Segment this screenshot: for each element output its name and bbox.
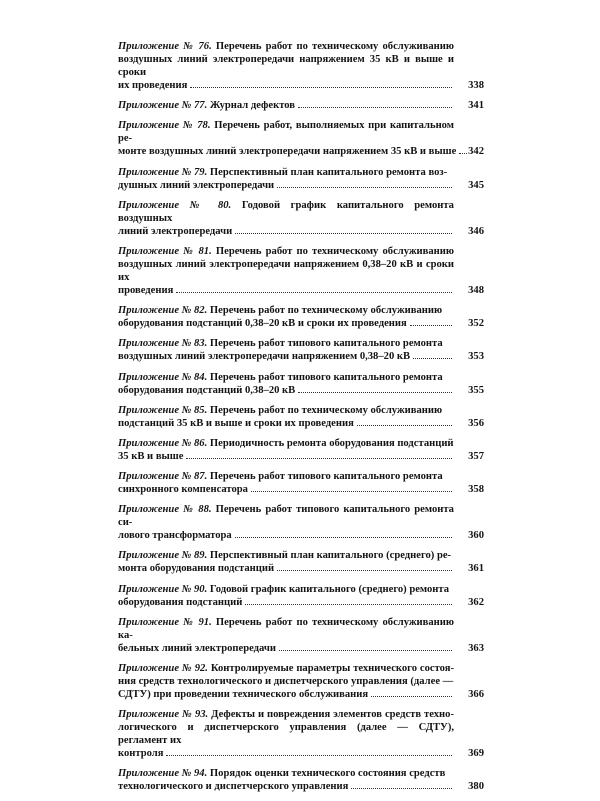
entry-title-line: Контролируемые параметры технического состоя- <box>210 663 455 674</box>
entry-title-tail: лового трансформатора <box>118 530 232 542</box>
appendix-reference: Приложение № 87. <box>118 471 208 483</box>
entry-title-line: логического и диспетчерского управления (далее — СДТУ), регламент их <box>118 722 454 747</box>
appendix-reference: Приложение № 86. <box>118 437 208 449</box>
page-number: 352 <box>468 318 484 330</box>
toc-entry <box>118 371 484 397</box>
appendix-reference: Приложение № 84. <box>118 371 208 383</box>
page-number: 357 <box>468 450 484 462</box>
entry-title-tail: оборудования подстанций 0,38–20 кВ и сроки их проведения <box>118 318 407 330</box>
appendix-reference: Приложение № 92. <box>118 663 208 674</box>
entry-title-line: Перспективный план капитального ремонта воз- <box>209 166 448 178</box>
appendix-reference: Приложение № 89. <box>118 550 208 562</box>
entry-title-line: Перечень работ типового капитального ремонта <box>209 371 443 383</box>
toc-entry-body <box>118 583 454 596</box>
dot-leader <box>176 292 452 293</box>
dot-leader <box>357 425 452 426</box>
page-number: 362 <box>468 596 484 608</box>
entry-title-tail: Журнал дефектов <box>209 100 296 112</box>
appendix-reference: Приложение № 77. <box>118 100 208 112</box>
page-number: 345 <box>468 179 484 191</box>
toc-entry <box>118 166 484 192</box>
entry-title-tail: проведения <box>118 284 174 296</box>
toc-entry-body <box>118 767 454 780</box>
entry-title-tail: монте воздушных линий электропередачи напряжением 35 кВ и выше <box>118 146 457 158</box>
dot-leader <box>351 788 452 789</box>
toc-entry-body <box>118 166 454 179</box>
entry-title-line: Перечень работ по техническому обслуживанию <box>215 245 454 257</box>
page-number: 356 <box>468 417 484 429</box>
toc-entry-body <box>118 503 454 529</box>
toc-entry-body <box>118 437 454 450</box>
entry-title-tail: воздушных линий электропередачи напряжением 0,38–20 кВ <box>118 351 411 363</box>
page-number: 346 <box>468 225 484 237</box>
toc-entry <box>118 304 484 330</box>
dot-leader <box>371 696 452 697</box>
page-number: 353 <box>468 351 484 363</box>
dot-leader <box>298 392 452 393</box>
appendix-reference: Приложение № 82. <box>118 305 208 317</box>
page-number: 358 <box>468 484 484 496</box>
entry-title-line: Перечень работ типового капитального ремонта си- <box>118 504 454 529</box>
appendix-reference: Приложение № 79. <box>118 166 208 178</box>
entry-title-tail: контроля <box>118 748 164 760</box>
dot-leader <box>166 755 452 756</box>
page-number: 342 <box>468 146 484 158</box>
toc-entry <box>118 337 484 363</box>
dot-leader <box>410 325 452 326</box>
entry-title-tail: оборудования подстанций 0,38–20 кВ <box>118 384 296 396</box>
appendix-reference: Приложение № 85. <box>118 404 208 416</box>
entry-title-line: Перспективный план капитального (среднего) ре- <box>209 550 452 562</box>
dot-leader <box>235 233 452 234</box>
appendix-reference: Приложение № 80. <box>118 199 232 211</box>
entry-title-line: Перечень работ типового капитального ремонта <box>209 338 443 350</box>
appendix-reference: Приложение № 90. <box>118 583 208 595</box>
page-number: 338 <box>468 80 484 91</box>
entry-title-line: Порядок оценки технического состояния средств <box>209 768 446 780</box>
entry-title-line: воздушных линий электропередачи напряжением 35 кВ и выше и сроки <box>118 54 454 78</box>
entry-title-tail: СДТУ) при проведении технического обслуживания <box>118 689 369 700</box>
toc-entry <box>118 199 484 238</box>
entry-title-line: Перечень работ по техническому обслуживанию <box>209 305 443 317</box>
entry-title-line: Годовой график капитального (среднего) ремонта <box>209 583 450 595</box>
toc-entry <box>118 119 484 158</box>
toc-entry-body <box>118 371 454 384</box>
entry-title-line: Перечень работ по техническому обслуживанию ка- <box>118 616 454 641</box>
page-number: 369 <box>468 748 484 760</box>
dot-leader <box>251 491 452 492</box>
dot-leader <box>235 537 452 538</box>
toc-entry-body <box>118 616 454 642</box>
page-number: 363 <box>468 642 484 654</box>
entry-title-line: ния средств технологического и диспетчерского управления (далее — <box>118 676 454 687</box>
toc-entry-body <box>118 245 454 284</box>
dot-leader <box>190 87 452 88</box>
entry-title-line: Перечень работ по техническому обслуживанию <box>215 41 454 52</box>
entry-title-tail: синхронного компенсатора <box>118 484 248 496</box>
toc-entry <box>118 583 484 609</box>
toc-entry-body <box>118 470 454 483</box>
entry-title-line: Перечень работ по техническому обслуживанию <box>209 404 443 416</box>
dot-leader <box>277 187 452 188</box>
page-number: 355 <box>468 384 484 396</box>
entry-title-tail: бельных линий электропередачи <box>118 642 276 654</box>
entry-title-tail: линий электропередачи <box>118 225 233 237</box>
toc-entry-body <box>118 549 454 562</box>
toc-entry-body <box>118 708 454 747</box>
dot-leader <box>298 107 452 108</box>
page-number: 360 <box>468 530 484 542</box>
dot-leader <box>186 458 452 459</box>
appendix-reference: Приложение № 91. <box>118 616 212 628</box>
table-of-contents <box>118 40 484 801</box>
dot-leader <box>245 604 452 605</box>
appendix-reference: Приложение № 94. <box>118 768 208 780</box>
toc-entry <box>118 549 484 575</box>
appendix-reference: Приложение № 93. <box>118 709 209 721</box>
page-number: 348 <box>468 284 484 296</box>
entry-title-line: Дефекты и повреждения элементов средств техно- <box>211 709 454 721</box>
appendix-reference: Приложение № 81. <box>118 245 212 257</box>
appendix-reference: Приложение № 88. <box>118 504 212 516</box>
page-number: 361 <box>468 563 484 575</box>
dot-leader <box>279 650 452 651</box>
page-number: 380 <box>468 781 484 793</box>
toc-entry <box>118 245 484 297</box>
entry-title-tail: их проведения <box>118 80 188 91</box>
dot-leader <box>277 570 452 571</box>
entry-title-tail: душных линий электропередачи <box>118 179 275 191</box>
entry-title-line: Перечень работ типового капитального ремонта <box>209 471 443 483</box>
toc-entry <box>118 99 484 112</box>
appendix-reference: Приложение № 76. <box>118 41 212 52</box>
entry-title-line: Периодичность ремонта оборудования подстанций <box>209 437 454 449</box>
entry-title-tail: подстанций 35 кВ и выше и сроки их проведения <box>118 417 354 429</box>
toc-entry <box>118 404 484 430</box>
entry-title-tail: оборудования подстанций <box>118 596 243 608</box>
entry-title-tail: технологического и диспетчерского управления <box>118 781 349 793</box>
toc-entry <box>118 503 484 542</box>
toc-entry-body <box>118 404 454 417</box>
toc-entry <box>118 437 484 463</box>
toc-entry <box>118 767 484 793</box>
toc-entry-body <box>118 337 454 350</box>
toc-entry-body <box>118 40 454 79</box>
toc-entry <box>118 616 484 655</box>
toc-entry <box>118 662 484 701</box>
entry-title-tail: монта оборудования подстанций <box>118 563 275 575</box>
toc-entry <box>118 470 484 496</box>
toc-entry <box>118 40 484 92</box>
entry-title-tail: 35 кВ и выше <box>118 450 184 462</box>
entry-title-line: Годовой график капитального ремонта воздушных <box>118 199 454 224</box>
entry-title-line: Перечень работ, выполняемых при капитальном ре- <box>118 120 454 145</box>
page-number: 341 <box>468 100 484 112</box>
dot-leader <box>413 358 452 359</box>
toc-entry-body <box>118 119 454 145</box>
appendix-reference: Приложение № 78. <box>118 120 211 132</box>
toc-entry-body <box>118 199 454 225</box>
toc-entry-body <box>118 662 454 688</box>
toc-entry <box>118 708 484 760</box>
toc-entry-body <box>118 304 454 317</box>
appendix-reference: Приложение № 83. <box>118 338 208 350</box>
page-number: 366 <box>468 689 484 700</box>
entry-title-line: воздушных линий электропередачи напряжением 0,38–20 кВ и сроки их <box>118 258 454 283</box>
